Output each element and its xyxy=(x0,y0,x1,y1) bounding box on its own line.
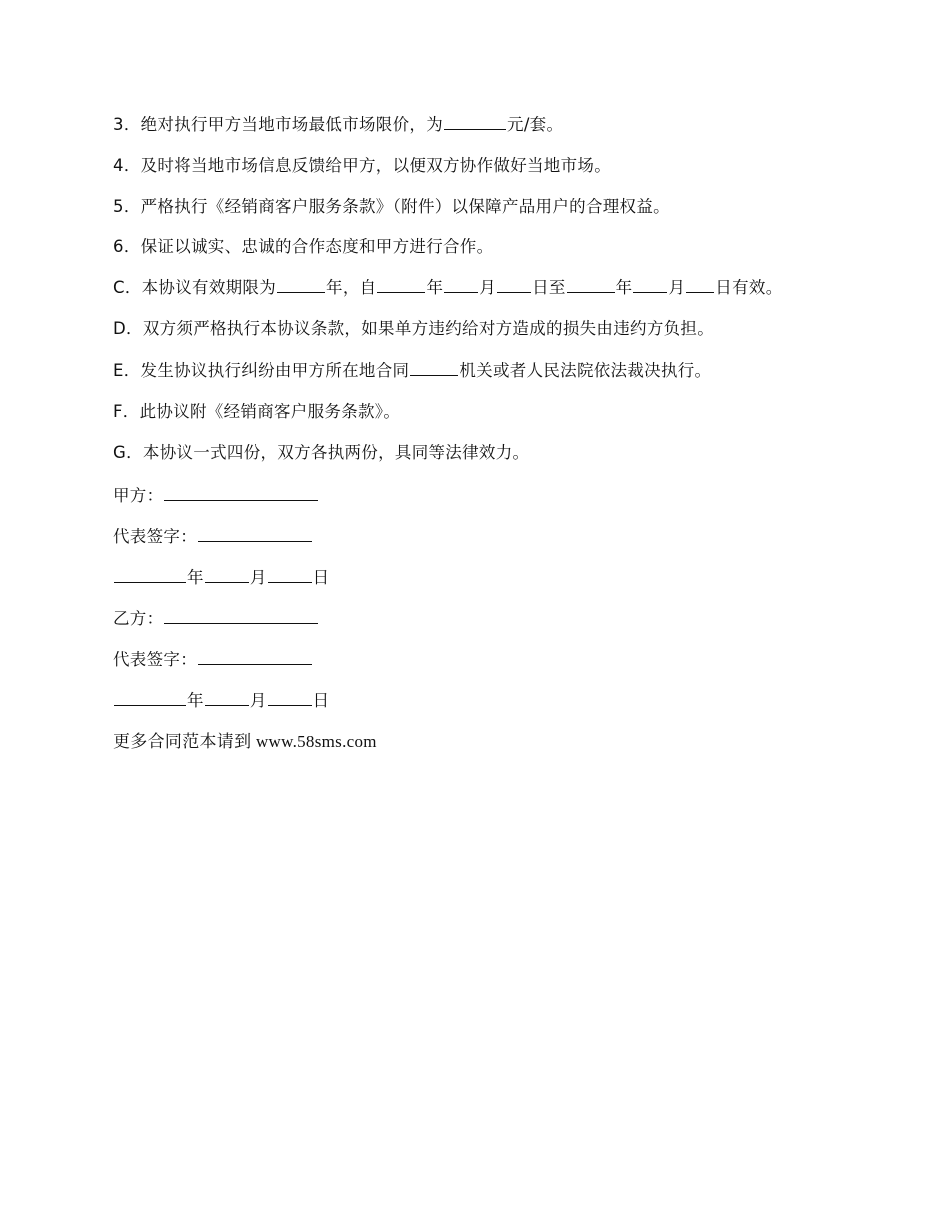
clause-number: 5 xyxy=(113,197,124,216)
clause-text: 日至 xyxy=(532,278,566,297)
party-a-line xyxy=(113,485,319,507)
clause-text: 年 xyxy=(615,278,633,297)
clause-number: 6 xyxy=(113,237,124,256)
end-day-blank xyxy=(686,277,714,293)
signature-label: 代表签字： xyxy=(113,527,197,546)
clause-text: 月 xyxy=(479,278,497,297)
month-label: 月 xyxy=(249,568,267,587)
footer-note: 更多合同范本请到 www.58sms.com xyxy=(113,732,377,751)
clause-text-end: 元/套。 xyxy=(507,115,564,134)
start-year-blank xyxy=(377,277,425,293)
clause-text: ．保证以诚实、忠诚的合作态度和甲方进行合作。 xyxy=(123,237,494,256)
party-b-signature-blank xyxy=(198,649,312,665)
term-years-blank xyxy=(277,277,325,293)
clause-text: ．本协议有效期限为 xyxy=(124,278,277,297)
party-b-date-line xyxy=(113,690,329,712)
clause-3 xyxy=(113,114,563,136)
clause-text: 年 xyxy=(426,278,444,297)
party-b-year-blank xyxy=(114,690,186,706)
clause-6 xyxy=(113,236,493,258)
clause-f xyxy=(113,401,400,423)
day-label: 日 xyxy=(312,568,330,587)
clause-text: ．本协议一式四份，双方各执两份，具同等法律效力。 xyxy=(126,443,530,462)
clause-text: ．此协议附《经销商客户服务条款》。 xyxy=(122,402,401,421)
clause-number: E xyxy=(113,361,124,380)
party-a-signature-blank xyxy=(198,526,312,542)
party-a-year-blank xyxy=(114,567,186,583)
clause-g xyxy=(113,442,529,464)
party-a-day-blank xyxy=(268,567,312,583)
clause-4 xyxy=(113,155,611,177)
clause-text: 日有效。 xyxy=(715,278,783,297)
party-a-month-blank xyxy=(205,567,249,583)
clause-text: 月 xyxy=(668,278,686,297)
party-b-month-blank xyxy=(205,690,249,706)
end-year-blank xyxy=(567,277,615,293)
party-b-blank xyxy=(164,608,318,624)
clause-text-end: 机关或者人民法院依法裁决执行。 xyxy=(459,361,712,380)
month-label: 月 xyxy=(249,691,267,710)
party-a-signature-line xyxy=(113,526,313,548)
clause-text: ．及时将当地市场信息反馈给甲方，以便双方协作做好当地市场。 xyxy=(123,156,612,175)
price-blank xyxy=(444,114,506,130)
signature-label: 代表签字： xyxy=(113,650,197,669)
clause-number: 4 xyxy=(113,156,124,175)
clause-number: F xyxy=(113,402,123,421)
year-label: 年 xyxy=(187,568,204,587)
clause-number: C xyxy=(113,278,125,297)
party-b-label: 乙方： xyxy=(113,609,164,628)
start-day-blank xyxy=(497,277,531,293)
clause-text: ．发生协议执行纠纷由甲方所在地合同 xyxy=(123,361,410,380)
party-b-signature-line xyxy=(113,649,313,671)
clause-e xyxy=(113,360,711,382)
party-b-line xyxy=(113,608,319,630)
arbitration-blank xyxy=(410,360,458,376)
party-a-label: 甲方： xyxy=(113,486,164,505)
party-a-blank xyxy=(164,485,318,501)
clause-text: 年，自 xyxy=(326,278,377,297)
party-b-day-blank xyxy=(268,690,312,706)
clause-text: ．绝对执行甲方当地市场最低市场限价，为 xyxy=(123,115,444,134)
start-month-blank xyxy=(444,277,478,293)
clause-number: G xyxy=(113,443,127,462)
clause-d xyxy=(113,318,714,340)
clause-c xyxy=(113,277,783,299)
clause-text: ．双方须严格执行本协议条款，如果单方违约给对方造成的损失由违约方负担。 xyxy=(126,319,715,338)
end-month-blank xyxy=(633,277,667,293)
year-label: 年 xyxy=(187,691,204,710)
clause-number: 3 xyxy=(113,115,124,134)
clause-number: D xyxy=(113,319,127,338)
party-a-date-line xyxy=(113,567,329,589)
clause-5 xyxy=(113,196,670,218)
day-label: 日 xyxy=(312,691,330,710)
clause-text: ．严格执行《经销商客户服务条款》（附件）以保障产品用户的合理权益。 xyxy=(123,197,670,216)
